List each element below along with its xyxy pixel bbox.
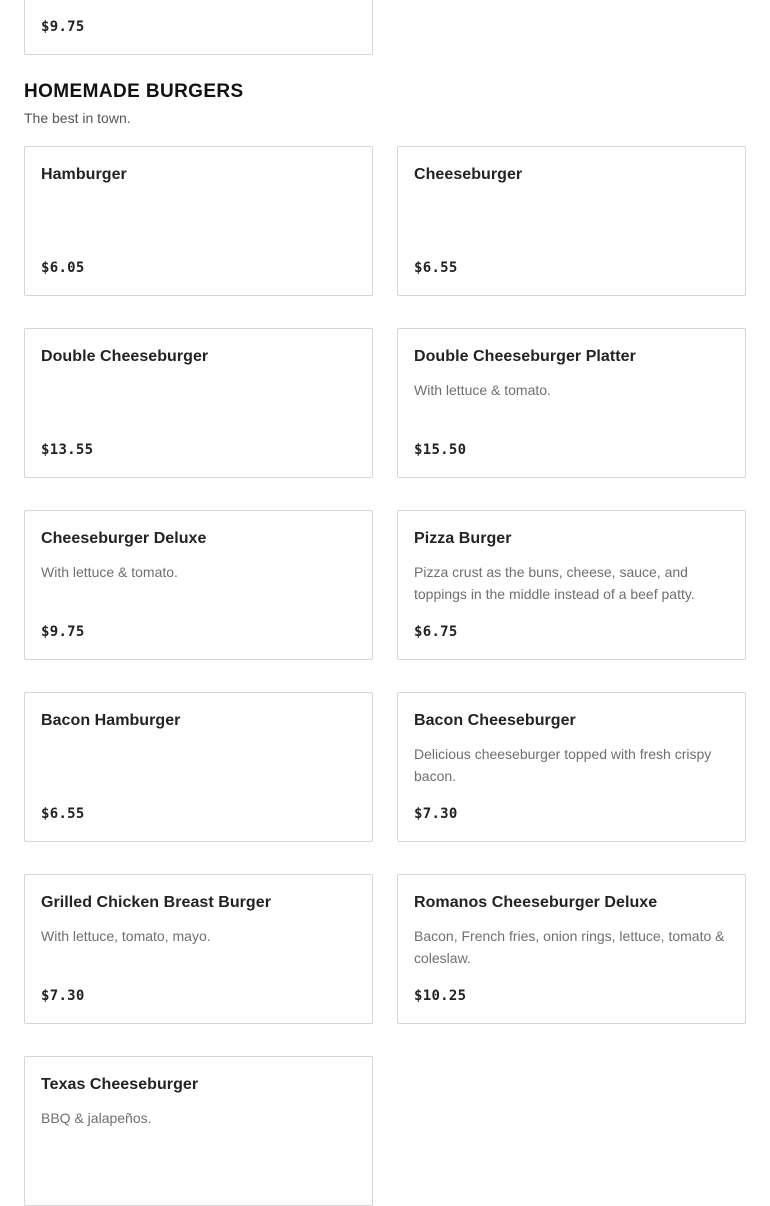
menu-item-price: $9.75: [41, 624, 85, 640]
menu-item-card[interactable]: [397, 328, 746, 478]
menu-item-price: $7.30: [41, 988, 85, 1004]
menu-item-name: Bacon Hamburger: [41, 712, 181, 729]
menu-item-price: $7.30: [414, 806, 458, 822]
menu-item-card[interactable]: [397, 874, 746, 1024]
menu-item-description: With lettuce, tomato, mayo.: [41, 928, 211, 944]
menu-item-card-previous[interactable]: [24, 0, 373, 55]
menu-item-description: Bacon, French fries, onion rings, lettuce, tomato & coleslaw.: [414, 928, 725, 966]
menu-item-description: Delicious cheeseburger topped with fresh crispy bacon.: [414, 746, 712, 784]
menu-item-name: Romanos Cheeseburger Deluxe: [414, 894, 658, 911]
menu-item-name: Bacon Cheeseburger: [414, 712, 576, 729]
menu-item-name: Pizza Burger: [414, 530, 512, 547]
menu-item-price: $13.55: [41, 442, 94, 458]
menu-item-price: $9.75: [41, 19, 85, 35]
menu-item-name: Hamburger: [41, 166, 127, 183]
menu-item-price: $6.55: [41, 806, 85, 822]
menu-item-price: $6.75: [414, 624, 458, 640]
menu-item-name: Grilled Chicken Breast Burger: [41, 894, 271, 911]
menu-item-card[interactable]: [24, 692, 373, 842]
menu-item-description: With lettuce & tomato.: [41, 564, 178, 580]
menu-item-description: BBQ & jalapeños.: [41, 1110, 152, 1126]
menu-item-name: Double Cheeseburger Platter: [414, 348, 636, 365]
menu-item-name: Double Cheeseburger: [41, 348, 209, 365]
section-subtitle: The best in town.: [24, 110, 131, 126]
menu-item-price: $15.50: [414, 442, 467, 458]
menu-item-name: Texas Cheeseburger: [41, 1076, 199, 1093]
menu-item-card[interactable]: [397, 510, 746, 660]
menu-item-price: $6.55: [414, 260, 458, 276]
menu-item-card[interactable]: [397, 692, 746, 842]
menu-item-price: $6.05: [41, 260, 85, 276]
menu-item-price: $10.25: [414, 988, 467, 1004]
menu-item-name: Cheeseburger Deluxe: [41, 530, 207, 547]
menu-item-card[interactable]: [24, 510, 373, 660]
menu-item-card[interactable]: [24, 874, 373, 1024]
menu-item-name: Cheeseburger: [414, 166, 523, 183]
menu-item-description: Pizza crust as the buns, cheese, sauce, and toppings in the middle instead of a beef patty.: [414, 564, 695, 602]
menu-item-card[interactable]: [24, 146, 373, 296]
menu-item-card[interactable]: [24, 1056, 373, 1206]
section-title: HOMEMADE BURGERS: [24, 81, 244, 102]
menu-item-description: With lettuce & tomato.: [414, 382, 551, 398]
menu-item-card[interactable]: [24, 328, 373, 478]
menu-item-card[interactable]: [397, 146, 746, 296]
